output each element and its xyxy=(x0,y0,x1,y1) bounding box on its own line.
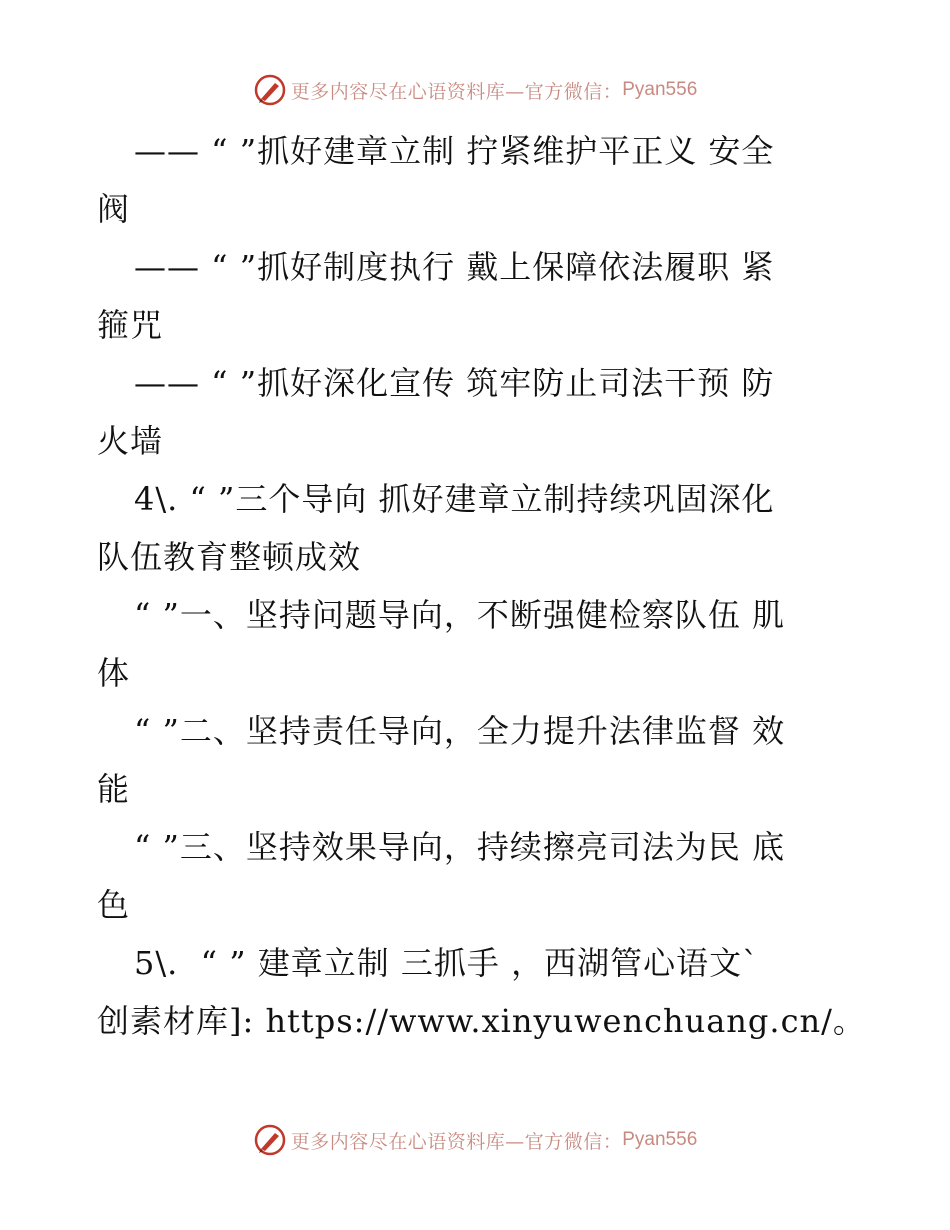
pen-logo-icon xyxy=(253,1123,287,1157)
banner-text: 更多内容尽在心语资料库—官方微信： xyxy=(290,80,623,103)
header-banner xyxy=(0,70,950,110)
body-line: 队伍教育整顿成效 xyxy=(97,538,362,576)
body-line: 5\. “ ” 建章立制 三抓手 ，西湖管心语文` xyxy=(134,944,760,982)
body-line: 箍咒 xyxy=(97,306,164,344)
body-line: “ ”二、坚持责任导向，全力提升法律监督 效 xyxy=(134,712,786,750)
body-line: —— “ ”抓好建章立制 拧紧维护平正义 安全 xyxy=(134,132,775,170)
body-line: 色 xyxy=(97,886,131,924)
body-line: —— “ ”抓好制度执行 戴上保障依法履职 紧 xyxy=(134,248,775,286)
footer-banner xyxy=(0,1120,950,1160)
body-line: 火墙 xyxy=(97,422,164,460)
body-line: “ ”一、坚持问题导向，不断强健检察队伍 肌 xyxy=(134,596,786,634)
body-line: 体 xyxy=(97,654,131,692)
banner-handle: Pyan556 xyxy=(622,79,698,100)
body-line: 创素材库]: https://www.xinyuwenchuang.cn/。 xyxy=(97,1002,866,1040)
banner-handle: Pyan556 xyxy=(622,1129,698,1150)
pen-logo-icon xyxy=(253,73,287,107)
body-line: 能 xyxy=(97,770,131,808)
document-body xyxy=(97,122,866,1050)
banner-text: 更多内容尽在心语资料库—官方微信： xyxy=(290,1130,623,1153)
body-line: —— “ ”抓好深化宣传 筑牢防止司法干预 防 xyxy=(134,364,775,402)
body-line: 阀 xyxy=(97,190,131,228)
body-line: “ ”三、坚持效果导向，持续擦亮司法为民 底 xyxy=(134,828,786,866)
body-line: 4\. “ ”三个导向 抓好建章立制持续巩固深化 xyxy=(134,480,775,518)
